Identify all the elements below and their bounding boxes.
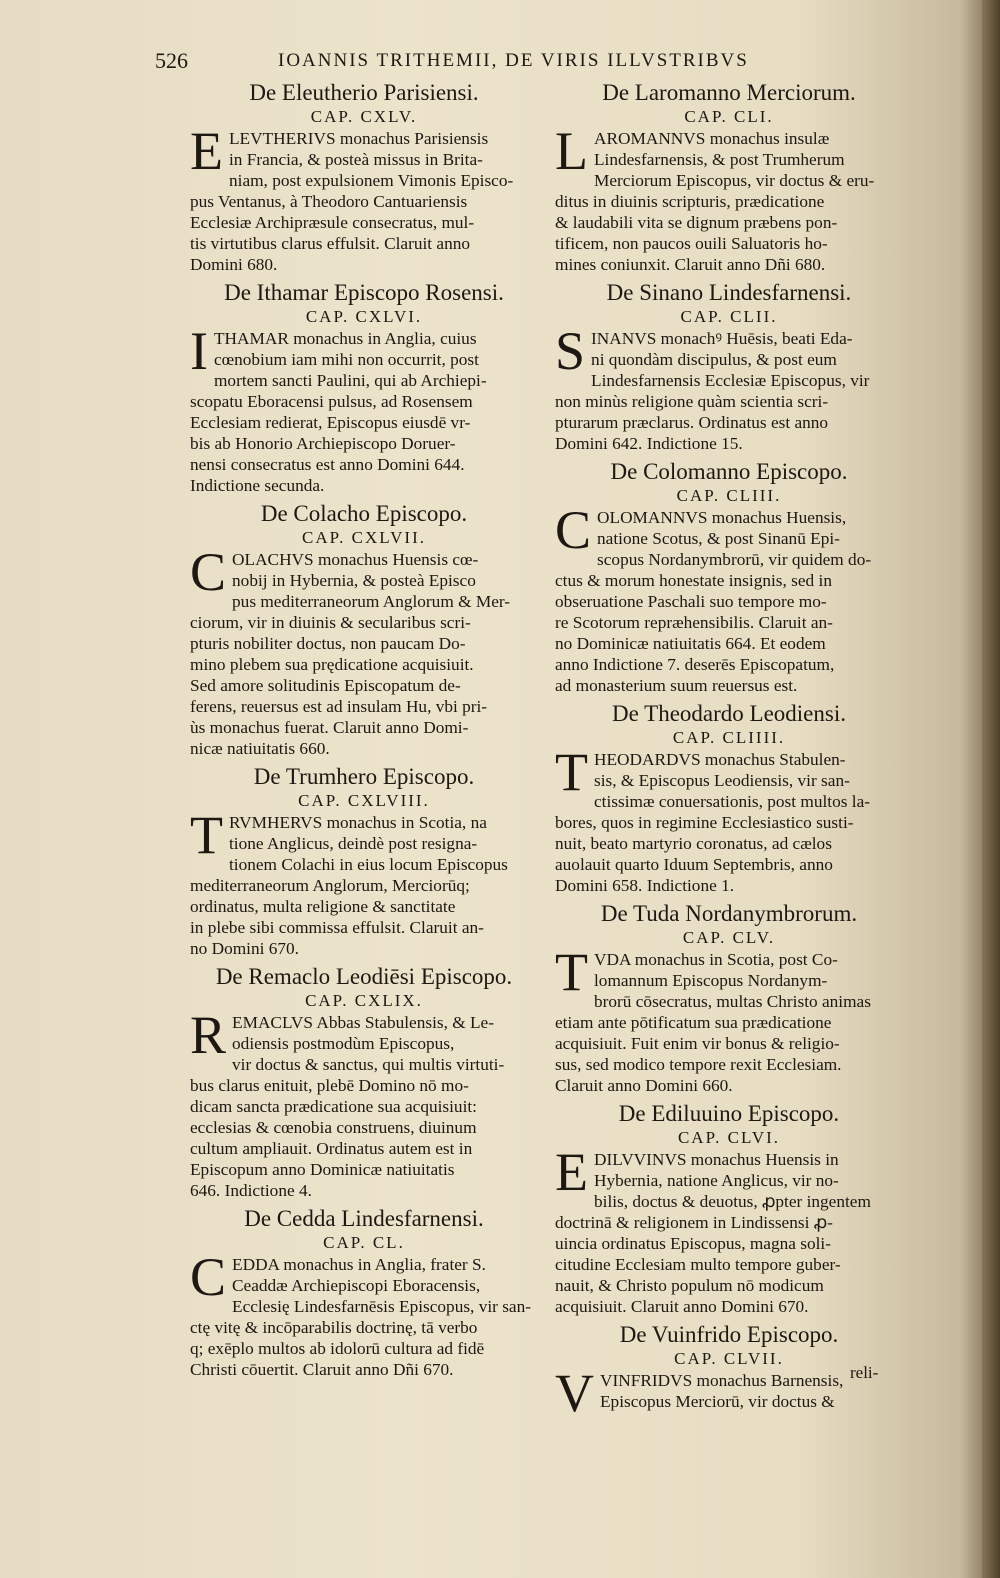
- text-line: ad monasterium suum reuersus est.: [555, 676, 798, 695]
- drop-capital: S: [555, 321, 586, 381]
- chapter-number: CAP. CLII.: [680, 307, 778, 326]
- text-line: mino plebem sua prędicatione acquisiuit.: [190, 655, 474, 674]
- text-line: vir doctus & sanctus, qui multis virtuti-: [232, 1055, 505, 1074]
- text-line: mines coniunxit. Claruit anno Dñi 680.: [555, 255, 826, 274]
- text-line: INANVS monachꝰ Huēsis, beati Eda-: [591, 329, 853, 348]
- text-line: no Domini 670.: [190, 939, 299, 958]
- chapter-number: CAP. CL.: [323, 1233, 405, 1252]
- text-line: nobij in Hybernia, & posteà Episco: [232, 571, 476, 590]
- chapter-number: CAP. CLIII.: [676, 486, 782, 505]
- right-column: [555, 80, 903, 1423]
- text-line: citudine Ecclesiam multo tempore guber-: [555, 1255, 841, 1274]
- chapter-title: De Theodardo Leodiensi.: [612, 701, 846, 726]
- chapter-title: De Colacho Episcopo.: [260, 501, 468, 526]
- chapter-number: CAP. CXLV.: [310, 107, 418, 126]
- drop-capital: L: [555, 121, 588, 181]
- text-line: Ecclesię Lindesfarnēsis Episcopus, vir san-: [232, 1297, 532, 1316]
- text-line: & laudabili vita se dignum præbens pon-: [555, 213, 838, 232]
- text-line: obseruatione Paschali suo tempore mo-: [555, 592, 827, 611]
- text-line: acquisiuit. Fuit enim vir bonus & religio-: [555, 1034, 840, 1053]
- chapter-title: De Sinano Lindesfarnensi.: [606, 280, 852, 305]
- chapter-section: [190, 1206, 538, 1380]
- chapter-section: [555, 901, 903, 1096]
- text-line: q; exēplo multos ab idolorū cultura ad fidē: [190, 1339, 485, 1358]
- chapter-number: CAP. CXLIX.: [305, 991, 423, 1010]
- text-line: re Scotorum repræhensibilis. Claruit an-: [555, 613, 833, 632]
- chapter-number: CAP. CXLVII.: [302, 528, 426, 547]
- drop-capital: E: [555, 1142, 588, 1202]
- text-line: non minùs religione quàm scientia scri-: [555, 392, 829, 411]
- catchword: reli-: [850, 1363, 879, 1382]
- page-number: 526: [155, 48, 188, 73]
- text-line: scopus Nordanymbrorū, vir quidem do-: [597, 550, 872, 569]
- text-line: Domini 642. Indictione 15.: [555, 434, 743, 453]
- text-line: odiensis postmodùm Episcopus,: [232, 1034, 455, 1053]
- text-line: sis, & Episcopus Leodiensis, vir san-: [594, 771, 850, 790]
- chapter-section: [190, 80, 538, 275]
- page-gutter-edge: [982, 0, 1000, 1578]
- chapter-body: [555, 1142, 903, 1317]
- chapter-title: De Eleutherio Parisiensi.: [249, 80, 479, 105]
- text-line: RVMHERVS monachus in Scotia, na: [229, 813, 487, 832]
- drop-capital: R: [190, 1005, 227, 1065]
- text-line: Domini 680.: [190, 255, 278, 274]
- text-line: bilis, doctus & deuotus, ꝓpter ingentem: [594, 1192, 871, 1211]
- chapter-title: De Cedda Lindesfarnensi.: [244, 1206, 484, 1231]
- text-line: 646. Indictione 4.: [190, 1181, 312, 1200]
- text-line: ordinatus, multa religione & sanctitate: [190, 897, 456, 916]
- chapter-body: [190, 321, 538, 496]
- drop-capital: T: [555, 742, 588, 802]
- text-line: pturarum præclarus. Ordinatus est anno: [555, 413, 829, 432]
- chapter-section: [190, 501, 538, 759]
- drop-capital: E: [190, 121, 223, 181]
- text-line: pturis nobiliter doctus, non paucam Do-: [190, 634, 466, 653]
- text-line: OLACHVS monachus Huensis cœ-: [232, 550, 479, 569]
- text-line: Domini 658. Indictione 1.: [555, 876, 735, 895]
- chapter-body: [555, 942, 903, 1096]
- chapter-number: CAP. CLI.: [684, 107, 774, 126]
- chapter-title: De Ithamar Episcopo Rosensi.: [224, 280, 504, 305]
- text-line: nensi consecratus est anno Domini 644.: [190, 455, 465, 474]
- chapter-body: [190, 1247, 538, 1380]
- text-line: ferens, reuersus est ad insulam Hu, vbi pri-: [190, 697, 488, 716]
- chapter-section: [555, 80, 903, 275]
- text-line: lomannum Episcopus Nordanym-: [594, 971, 828, 990]
- drop-capital: I: [190, 321, 208, 381]
- text-line: uincia ordinatus Episcopus, magna soli-: [555, 1234, 831, 1253]
- text-line: ùs monachus fuerat. Claruit anno Domi-: [190, 718, 469, 737]
- chapter-body: [555, 121, 903, 275]
- text-line: in Francia, & posteà missus in Brita-: [229, 150, 483, 169]
- text-line: cultum ampliauit. Ordinatus autem est in: [190, 1139, 473, 1158]
- text-line: Christi cōuertit. Claruit anno Dñi 670.: [190, 1360, 454, 1379]
- chapter-number: CAP. CLVI.: [677, 1128, 781, 1147]
- text-line: etiam ante pōtificatum sua prædicatione: [555, 1013, 832, 1032]
- chapter-body: [190, 542, 538, 759]
- text-line: dicam sancta prædicatione sua acquisiuit:: [190, 1097, 477, 1116]
- text-line: EMACLVS Abbas Stabulensis, & Le-: [232, 1013, 494, 1032]
- drop-capital: T: [555, 942, 588, 1002]
- text-line: sus, sed modico tempore rexit Ecclesiam.: [555, 1055, 842, 1074]
- chapter-title: De Vuinfrido Episcopo.: [619, 1322, 839, 1347]
- text-line: no Dominicæ natiuitatis 664. Et eodem: [555, 634, 826, 653]
- chapter-section: [555, 1101, 903, 1317]
- text-line: bis ab Honorio Archiepiscopo Doruer-: [190, 434, 456, 453]
- text-line: anno Indictione 7. deserēs Episcopatum,: [555, 655, 835, 674]
- text-line: in plebe sibi commissa effulsit. Claruit an-: [190, 918, 484, 937]
- chapter-body: [190, 1005, 538, 1201]
- text-line: DILVVINVS monachus Huensis in: [594, 1150, 839, 1169]
- chapter-section: [190, 764, 538, 959]
- chapter-number: CAP. CXLVI.: [305, 307, 423, 326]
- drop-capital: C: [190, 1247, 227, 1307]
- text-line: ctę vitę & incōparabilis doctrinę, tā verbo: [190, 1318, 478, 1337]
- text-line: OLOMANNVS monachus Huensis,: [597, 508, 847, 527]
- text-line: Claruit anno Domini 660.: [555, 1076, 733, 1095]
- text-line: doctrinā & religionem in Lindissensi ꝓ-: [555, 1213, 833, 1232]
- text-line: tione Anglicus, deindè post resigna-: [229, 834, 478, 853]
- text-line: AROMANNVS monachus insulæ: [594, 129, 830, 148]
- chapter-body: [555, 500, 903, 696]
- text-line: THAMAR monachus in Anglia, cuius: [213, 329, 477, 348]
- text-line: ni quondàm discipulus, & post eum: [591, 350, 837, 369]
- text-line: Episcopum anno Dominicæ natiuitatis: [190, 1160, 455, 1179]
- chapter-title: De Trumhero Episcopo.: [253, 764, 475, 789]
- text-line: Ecclesiam redierat, Episcopus eiusdē vr-: [190, 413, 471, 432]
- text-line: ditus in diuinis scripturis, prædicatione: [555, 192, 825, 211]
- chapter-section: [555, 701, 903, 896]
- text-line: Merciorum Episcopus, vir doctus & eru-: [594, 171, 875, 190]
- text-line: ecclesias & cœnobia construens, diuinum: [190, 1118, 477, 1137]
- text-line: nuit, beato martyrio coronatus, ad cælos: [555, 834, 832, 853]
- text-line: tificem, non paucos ouili Saluatoris ho-: [555, 234, 828, 253]
- chapter-title: De Remaclo Leodiēsi Episcopo.: [215, 964, 513, 989]
- chapter-title: De Colomanno Episcopo.: [610, 459, 848, 484]
- text-line: scopatu Eboracensi pulsus, ad Rosensem: [190, 392, 473, 411]
- text-line: ctus & morum honestate insignis, sed in: [555, 571, 832, 590]
- text-line: auolauit quarto Iduum Septembris, anno: [555, 855, 833, 874]
- text-line: cœnobium iam mihi non occurrit, post: [213, 350, 479, 369]
- chapter-title: De Tuda Nordanymbrorum.: [600, 901, 858, 926]
- text-line: mortem sancti Paulini, qui ab Archiepi-: [213, 371, 487, 390]
- chapter-section: [555, 459, 903, 696]
- chapter-body: [190, 121, 538, 275]
- chapter-number: CAP. CLIIII.: [672, 728, 786, 747]
- text-line: tis virtutibus clarus effulsit. Claruit anno: [190, 234, 470, 253]
- chapter-body: [190, 805, 538, 959]
- text-line: Sed amore solitudinis Episcopatum de-: [190, 676, 461, 695]
- text-line: bus clarus enituit, plebē Domino nō mo-: [190, 1076, 469, 1095]
- chapter-number: CAP. CXLVIII.: [298, 791, 430, 810]
- text-line: ciorum, vir in diuinis & secularibus scri-: [190, 613, 471, 632]
- text-line: bores, quos in regimine Ecclesiastico susti-: [555, 813, 854, 832]
- text-line: VINFRIDVS monachus Barnensis,: [600, 1371, 844, 1390]
- chapter-section: [190, 964, 538, 1201]
- text-line: EDDA monachus in Anglia, frater S.: [232, 1255, 486, 1274]
- chapter-title: De Ediluuino Episcopo.: [618, 1101, 840, 1126]
- text-line: LEVTHERIVS monachus Parisiensis: [229, 129, 489, 148]
- drop-capital: T: [190, 805, 223, 865]
- chapter-body: [555, 321, 903, 454]
- drop-capital: V: [555, 1363, 594, 1423]
- drop-capital: C: [555, 500, 592, 560]
- text-line: acquisiuit. Claruit anno Domini 670.: [555, 1297, 809, 1316]
- chapter-section: [555, 280, 903, 454]
- chapter-number: CAP. CLV.: [682, 928, 776, 947]
- chapter-number: CAP. CLVII.: [674, 1349, 784, 1368]
- chapter-section: [190, 280, 538, 496]
- text-line: Lindesfarnensis, & post Trumherum: [594, 150, 845, 169]
- left-column: [190, 80, 538, 1385]
- text-line: Ecclesiæ Archipræsule consecratus, mul-: [190, 213, 475, 232]
- drop-capital: C: [190, 542, 227, 602]
- text-line: brorū cōsecratus, multas Christo animas: [594, 992, 871, 1011]
- text-line: Indictione secunda.: [190, 476, 325, 495]
- text-line: VDA monachus in Scotia, post Co-: [594, 950, 838, 969]
- text-line: pus Ventanus, à Theodoro Cantuariensis: [190, 192, 468, 211]
- text-line: Ceaddæ Archiepiscopi Eboracensis,: [232, 1276, 481, 1295]
- chapter-title: De Laromanno Merciorum.: [602, 80, 856, 105]
- running-head-title: IOANNIS TRITHEMII, DE VIRIS ILLVSTRIBVS: [278, 50, 749, 71]
- text-line: ctissimæ conuersationis, post multos la-: [594, 792, 871, 811]
- text-line: Lindesfarnensis Ecclesiæ Episcopus, vir: [591, 371, 870, 390]
- text-line: niam, post expulsionem Vimonis Episco-: [229, 171, 514, 190]
- text-line: nauit, & Christo populum nō modicum: [555, 1276, 824, 1295]
- running-head: [155, 48, 855, 78]
- text-line: Episcopus Merciorū, vir doctus &: [600, 1392, 835, 1411]
- text-line: pus mediterraneorum Anglorum & Mer-: [232, 592, 511, 611]
- text-line: natione Scotus, & post Sinanū Epi-: [597, 529, 840, 548]
- text-line: tionem Colachi in eius locum Episcopus: [229, 855, 508, 874]
- text-line: nicæ natiuitatis 660.: [190, 739, 330, 758]
- text-line: HEODARDVS monachus Stabulen-: [594, 750, 846, 769]
- chapter-body: [555, 742, 903, 896]
- text-line: mediterraneorum Anglorum, Merciorūq;: [190, 876, 470, 895]
- text-line: Hybernia, natione Anglicus, vir no-: [594, 1171, 839, 1190]
